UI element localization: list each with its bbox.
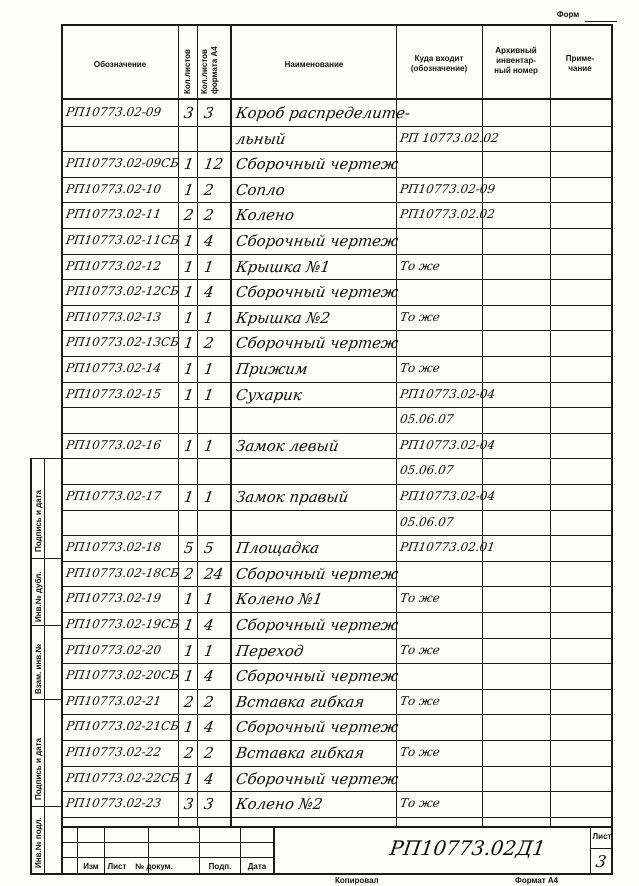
row-divider [61,458,613,459]
frame-bottom [30,873,613,875]
row-designation: РП10773.02-21 [65,693,163,708]
row-name: Сборочный чертеж [234,667,400,686]
row-a4-count: 5 [202,539,215,558]
row-where-used: То же [399,642,441,657]
row-a4-count: 3 [202,104,215,122]
row-name: Сухарик [234,385,304,404]
row-divider [61,177,613,178]
row-a4-count: 24 [202,564,225,583]
row-name: Вставка гибкая [234,744,366,762]
row-divider [61,612,613,613]
row-a4-count: 4 [202,769,215,788]
row-designation: РП10773.02-13СБ [65,335,181,350]
row-designation: РП10773.02-23 [65,796,163,811]
row-designation: РП10773.02-19 [65,591,163,606]
row-sheet-count: 2 [182,744,195,762]
row-sheet-count: 1 [182,308,195,327]
row-designation: РП10773.02-12СБ [65,284,181,299]
row-name: Колено №1 [234,590,324,609]
row-designation: РП10773.02-20СБ [65,668,181,683]
row-name: Вставка гибкая [234,692,366,711]
header-oboznachenie: Обозначение [93,60,147,69]
row-where-used: РП10773.02.02 [399,207,496,222]
row-name: Сборочный чертеж [234,232,400,250]
row-divider [61,766,613,767]
row-name: Сопло [234,180,287,199]
row-where-used: РП10773.02-09 [399,181,497,196]
row-sheet-count: 1 [182,334,195,353]
row-designation: РП10773.02-18СБ [65,565,181,580]
row-name: Сборочный чертеж [234,564,400,583]
side-podpis-data-1: Подпись и дата [34,490,43,552]
column-divider [197,24,198,826]
row-a4-count: 1 [202,257,215,276]
row-divider [61,484,613,485]
header-kol-listov-a4-1: Кол.листов [200,49,209,94]
row-a4-count: 2 [202,206,215,225]
row-sheet-count: 5 [182,539,195,558]
row-divider [61,330,613,331]
row-where-used: РП10773.02-04 [399,437,497,452]
row-a4-count: 12 [202,155,225,174]
row-where-used: То же [399,591,441,606]
row-divider [61,561,613,562]
row-a4-count: 3 [202,795,215,814]
column-divider [178,24,179,826]
row-designation: РП10773.02-22СБ [65,770,181,785]
form-mark: Форм [556,10,580,19]
row-divider [61,817,613,818]
row-name: Замок правый [234,488,350,506]
row-name: Замок левый [234,436,340,455]
row-designation: РП10773.02-11СБ [65,233,181,247]
row-where-used: То же [399,693,441,708]
row-sheet-count: 1 [182,283,195,302]
row-divider [61,663,613,664]
row-a4-count: 4 [202,667,215,686]
row-divider [61,689,613,690]
row-name: Сборочный чертеж [234,616,400,634]
row-divider [61,382,613,383]
row-where-used: То же [399,361,441,375]
row-a4-count: 4 [202,616,215,634]
row-divider [61,740,613,741]
row-divider [61,254,613,255]
column-divider [396,24,397,826]
row-designation: РП10773.02-12 [65,258,163,273]
side-podpis-data-2: Подпись и дата [34,738,43,800]
row-designation: РП10773.02-20 [65,642,163,657]
row-name: Сборочный чертеж [234,155,400,174]
row-a4-count: 1 [202,641,215,660]
row-where-used: 05.06.07 [399,514,455,529]
stamp-podp: Подп. [208,862,232,871]
row-sheet-count: 2 [182,564,195,583]
header-naimenovanie: Наименование [284,60,344,69]
stamp-list-num: 3 [594,852,608,871]
kuda-vhodit-line1: Куда входит [414,54,464,63]
row-divider [61,638,613,639]
row-divider [61,510,613,511]
row-where-used: РП10773.02-04 [399,386,497,401]
row-divider [61,228,613,229]
primech-line1: Приме- [565,54,595,63]
side-inv-dubl: Инв.№ дубл. [34,571,43,622]
row-name: Колено [234,206,296,225]
stamp-doc-code: РП10773.02Д1 [388,836,547,860]
row-divider [61,151,613,152]
side-inv-podl: Инв.№ подл. [34,817,43,868]
row-sheet-count: 1 [182,769,195,788]
header-kuda-vhodit [397,54,481,74]
row-sheet-count: 1 [182,590,195,609]
header-kol-listov-a4-2: формата А4 [210,46,219,94]
row-sheet-count: 1 [182,257,195,276]
arhiv-line2: инвентар- [496,56,536,65]
row-where-used: 05.06.07 [399,463,455,478]
row-name: Колено №2 [234,795,324,814]
row-sheet-count: 1 [182,180,195,199]
row-sheet-count: 1 [182,718,195,737]
row-where-used: То же [399,309,441,324]
row-a4-count: 2 [202,744,215,762]
row-a4-count: 4 [202,718,215,737]
row-divider [61,126,613,127]
row-a4-count: 1 [202,488,215,506]
row-name: льный [234,129,287,148]
header-arhiv [483,46,549,76]
row-sheet-count: 1 [182,232,195,250]
row-designation: РП10773.02-14 [65,361,163,375]
row-designation: РП10773.02-17 [65,489,163,503]
row-sheet-count: 1 [182,616,195,634]
primech-line2: чание [568,64,592,73]
row-designation: РП10773.02-11 [65,207,163,222]
row-designation: РП10773.02-22 [65,745,163,759]
row-where-used: 05.06.07 [399,412,455,427]
header-kol-listov: Кол.листов [183,49,192,94]
row-name: Сборочный чертеж [234,769,400,788]
kuda-vhodit-line2: (обозначение) [410,64,468,73]
column-divider [230,24,232,826]
row-name: Сборочный чертеж [234,283,400,302]
row-divider [61,305,613,306]
row-sheet-count: 1 [182,155,195,174]
row-divider [61,535,613,536]
row-sheet-count: 1 [182,667,195,686]
row-where-used: То же [399,745,441,759]
row-sheet-count: 1 [182,488,195,506]
row-a4-count: 1 [202,308,215,327]
row-where-used: РП10773.02.01 [399,540,496,555]
row-name: Короб распределите- [234,104,412,122]
row-divider [61,791,613,792]
row-a4-count: 1 [202,436,215,455]
row-divider [61,714,613,715]
side-vzam-inv: Взам. инв.№ [34,643,43,694]
arhiv-line1: Архивный [495,46,537,55]
stamp-n-dokum: № докум. [135,862,173,871]
row-sheet-count: 3 [182,795,195,814]
row-a4-count: 2 [202,180,215,199]
header-primech [551,54,609,74]
arhiv-line3: ный номер [494,66,538,75]
row-divider [61,433,613,434]
row-a4-count: 1 [202,360,215,378]
stamp-list-label: Лист [592,832,612,841]
row-designation: РП10773.02-21СБ [65,719,181,734]
row-divider [61,407,613,408]
row-a4-count: 4 [202,232,215,250]
row-designation: РП10773.02-15 [65,386,163,401]
row-name: Сборочный чертеж [234,718,400,737]
row-designation: РП10773.02-13 [65,309,163,324]
row-name: Площадка [234,539,321,558]
row-divider [61,586,613,587]
row-sheet-count: 3 [182,104,195,122]
row-name: Крышка №2 [234,308,332,327]
row-divider [61,279,613,280]
column-divider [550,24,551,826]
row-sheet-count: 1 [182,436,195,455]
row-a4-count: 2 [202,692,215,711]
row-name: Прижим [234,360,309,378]
row-where-used: РП10773.02-04 [399,489,497,503]
row-designation: РП10773.02-10 [65,181,163,196]
row-designation: РП10773.02-09 [65,105,163,119]
footer-format: Формат А4 [515,876,559,885]
row-designation: РП10773.02-09СБ [65,156,181,171]
row-sheet-count: 1 [182,385,195,404]
row-name: Крышка №1 [234,257,332,276]
row-divider [61,202,613,203]
row-divider [61,356,613,357]
row-name: Сборочный чертеж [234,334,400,353]
row-where-used: То же [399,796,441,811]
row-designation: РП10773.02-16 [65,437,163,452]
row-designation: РП10773.02-19СБ [65,617,181,631]
stamp-data: Дата [247,862,267,871]
row-sheet-count: 2 [182,206,195,225]
row-where-used: То же [399,258,441,273]
row-sheet-count: 1 [182,360,195,378]
row-where-used: РП 10773.02.02 [399,130,500,145]
footer-kopiroval: Копировал [335,876,379,885]
row-sheet-count: 2 [182,692,195,711]
stamp-list: Лист [107,862,127,871]
row-designation: РП10773.02-18 [65,540,163,555]
row-sheet-count: 1 [182,641,195,660]
row-a4-count: 2 [202,334,215,353]
stamp-izm: Изм [83,862,99,871]
row-a4-count: 4 [202,283,215,302]
row-name: Переход [234,641,305,660]
row-a4-count: 1 [202,385,215,404]
row-a4-count: 1 [202,590,215,609]
frame-top [61,24,613,26]
